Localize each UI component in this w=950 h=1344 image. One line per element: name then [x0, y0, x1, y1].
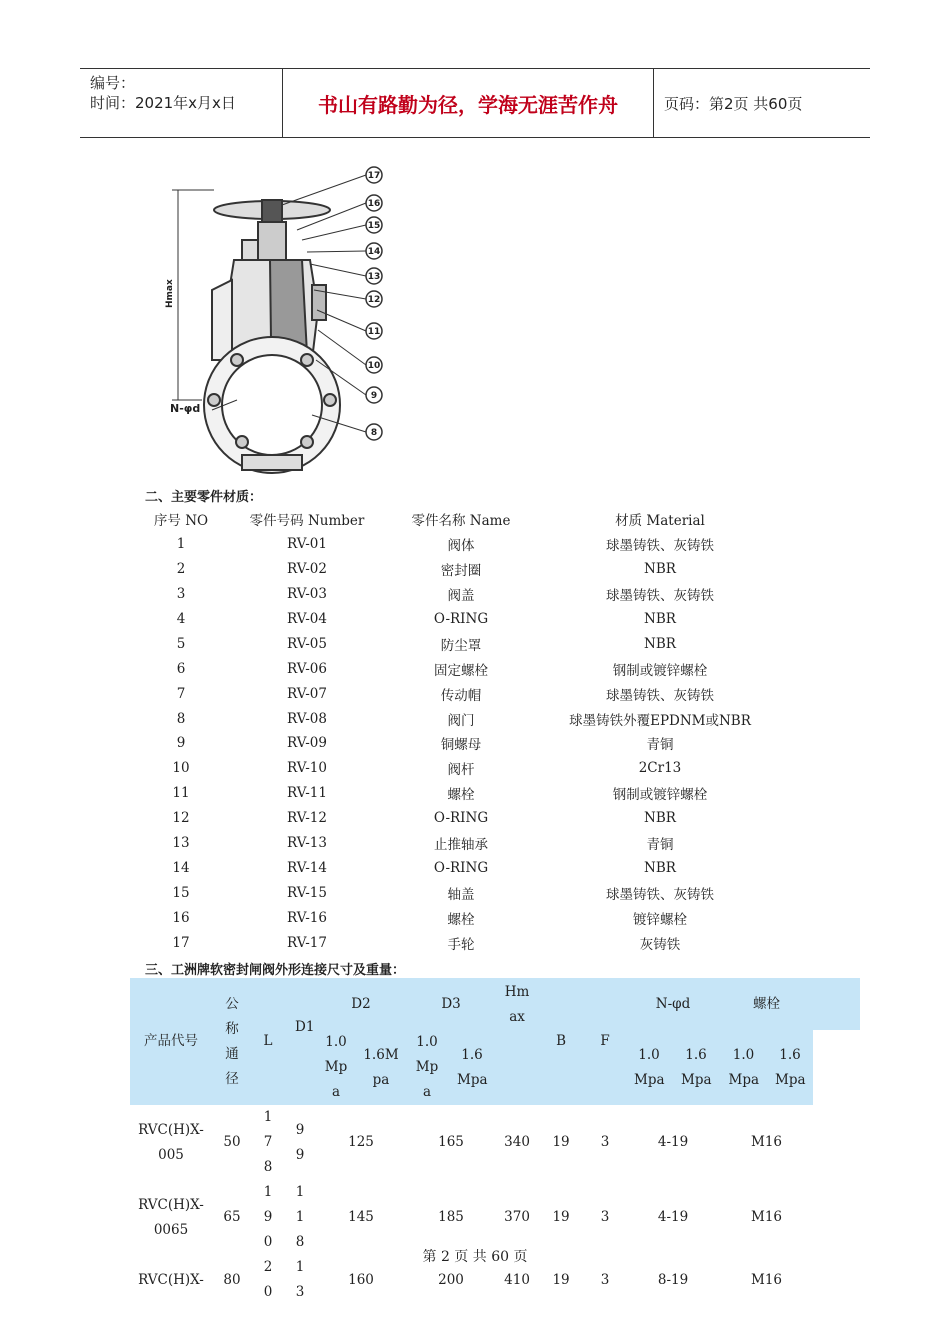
- dims-product: RVC(H)X-: [138, 1271, 204, 1288]
- hdr-b: B: [538, 978, 584, 1105]
- page-footer: 第 2 页 共 60 页: [422, 1249, 528, 1265]
- part-name: O-RING: [433, 611, 489, 627]
- part-no: 12: [172, 810, 190, 827]
- dims-l: 20: [263, 1259, 273, 1300]
- part-number: RV-13: [287, 835, 327, 852]
- callout-number: 14: [367, 247, 381, 257]
- header-left: [80, 69, 282, 137]
- dims-d3: 200: [438, 1271, 464, 1288]
- part-no: 2: [176, 561, 186, 578]
- hdr-d2-16: 1.6Mpa: [356, 1030, 406, 1105]
- dims-d2: 160: [348, 1271, 374, 1288]
- hdr-n-16: 1.6 Mpa: [672, 1030, 720, 1105]
- hdr-d1: D1: [284, 978, 316, 1105]
- dims-d2: 125: [348, 1134, 374, 1150]
- part-number: RV-10: [287, 760, 327, 777]
- part-no: 8: [176, 710, 186, 727]
- part-material: 球墨铸铁外覆EPDNM或NBR: [569, 712, 751, 729]
- bolt-label: N-φd: [170, 402, 201, 415]
- dims-nphid: 4-19: [657, 1209, 689, 1225]
- part-material: 球墨铸铁、灰铸铁: [606, 538, 714, 555]
- callout-number: 12: [367, 295, 381, 305]
- hdr-bolt-16: 1.6 Mpa: [767, 1030, 813, 1105]
- part-no: 14: [172, 859, 190, 876]
- dims-product: RVC(H)X-005: [138, 1121, 204, 1163]
- part-number: RV-08: [287, 710, 327, 727]
- part-number: RV-16: [287, 909, 327, 926]
- valve-diagram: [142, 160, 422, 478]
- callout-leader: [310, 264, 366, 276]
- part-material: NBR: [644, 611, 676, 627]
- header-motto: 书山有路勤为径，学海无涯苦作舟: [282, 69, 654, 137]
- parts-row: [140, 582, 790, 607]
- parts-row: [140, 756, 790, 781]
- callout-leader: [282, 175, 366, 205]
- part-name: O-RING: [433, 859, 489, 876]
- callout-leader: [302, 225, 366, 240]
- section3-title: 三、工洲牌软密封闸阀外形连接尺寸及重量：: [145, 963, 406, 978]
- part-name: 轴盖: [447, 886, 475, 903]
- part-no: 1: [176, 536, 186, 553]
- dims-d3: 185: [438, 1209, 464, 1225]
- part-number: RV-12: [287, 810, 327, 827]
- part-number: RV-07: [287, 685, 327, 702]
- dims-b: 19: [552, 1271, 570, 1288]
- dims-hmax: 340: [504, 1134, 530, 1150]
- col-name: 零件名称 Name: [411, 513, 511, 530]
- col-number: 零件号码 Number: [249, 513, 365, 530]
- dims-d1: 118: [295, 1184, 305, 1250]
- callout-leader: [318, 330, 366, 365]
- part-material: 钢制或镀锌螺栓: [612, 662, 708, 679]
- part-material: NBR: [644, 561, 676, 578]
- part-material: 2Cr13: [638, 760, 682, 777]
- dims-nphid: 8-19: [657, 1271, 689, 1288]
- hdr-d3-16: 1.6 Mpa: [448, 1030, 496, 1105]
- parts-row: [140, 806, 790, 831]
- part-number: RV-03: [287, 586, 327, 603]
- part-name: O-RING: [433, 810, 489, 827]
- parts-header-row: [140, 507, 790, 532]
- hdr-bolt-10: 1.0 Mpa: [720, 1030, 767, 1105]
- part-name: 螺栓: [447, 911, 475, 928]
- dims-d2: 145: [348, 1209, 374, 1225]
- dims-f: 3: [600, 1209, 610, 1225]
- dims-hmax: 410: [504, 1271, 530, 1288]
- part-material: 钢制或镀锌螺栓: [612, 787, 708, 804]
- part-material: 球墨铸铁、灰铸铁: [606, 588, 714, 605]
- part-name: 阀杆: [447, 762, 475, 779]
- header-page-label: 页码：第2页 共60页: [664, 94, 803, 113]
- part-number: RV-06: [287, 660, 327, 677]
- hmax-label: Hmax: [165, 279, 175, 308]
- callout-leader: [307, 251, 366, 252]
- callout-number: 11: [367, 327, 381, 337]
- part-number: RV-04: [287, 611, 327, 627]
- part-no: 15: [172, 884, 190, 901]
- col-no: 序号 NO: [153, 513, 209, 530]
- hdr-d3: D3: [406, 978, 496, 1030]
- dims-bolt: M16: [751, 1134, 783, 1150]
- callout-number: 16: [367, 199, 381, 209]
- part-no: 11: [172, 785, 190, 802]
- hdr-f: F: [584, 978, 626, 1105]
- hdr-d3-10: 1.0Mpa: [406, 1030, 448, 1105]
- part-name: 阀体: [447, 538, 475, 555]
- part-material: 青铜: [646, 737, 674, 754]
- dims-row: [130, 1105, 860, 1180]
- dims-bolt: M16: [751, 1271, 783, 1288]
- part-number: RV-09: [287, 735, 327, 752]
- hdr-hmax: Hmax: [496, 978, 538, 1105]
- parts-row: [140, 731, 790, 756]
- hdr-d2-10: 1.0Mpa: [316, 1030, 356, 1105]
- part-no: 17: [172, 934, 190, 951]
- part-no: 5: [176, 635, 186, 652]
- part-no: 3: [176, 586, 186, 603]
- part-no: 6: [176, 660, 186, 677]
- part-no: 13: [172, 835, 190, 852]
- part-material: NBR: [644, 810, 676, 827]
- parts-row: [140, 930, 790, 955]
- part-number: RV-05: [287, 635, 327, 652]
- parts-row: [140, 656, 790, 681]
- parts-row: [140, 905, 790, 930]
- parts-row: [140, 681, 790, 706]
- part-no: 7: [176, 685, 186, 702]
- dims-l: 190: [263, 1184, 273, 1250]
- dims-dn: 50: [223, 1134, 241, 1150]
- parts-row: [140, 855, 790, 880]
- parts-row: [140, 631, 790, 656]
- part-material: NBR: [644, 635, 676, 652]
- dims-b: 19: [552, 1134, 570, 1150]
- section2-title: 二、主要零件材质：: [145, 490, 263, 505]
- callout-number: 15: [367, 221, 381, 231]
- part-no: 4: [176, 611, 186, 627]
- part-name: 密封圈: [440, 563, 482, 580]
- dims-f: 3: [600, 1271, 610, 1288]
- dims-nphid: 4-19: [657, 1134, 689, 1150]
- part-no: 9: [176, 735, 186, 752]
- part-material: NBR: [644, 859, 676, 876]
- callout-number: 10: [367, 361, 381, 371]
- part-number: RV-15: [287, 884, 327, 901]
- dims-f: 3: [600, 1134, 610, 1150]
- part-material: 灰铸铁: [639, 936, 681, 953]
- part-name: 防尘罩: [440, 637, 482, 654]
- part-name: 阀门: [447, 712, 475, 729]
- number-label: 编号：: [90, 74, 136, 92]
- part-name: 螺栓: [447, 787, 475, 804]
- time-label: 时间：2021年x月x日: [90, 94, 236, 112]
- part-name: 止推轴承: [434, 837, 488, 854]
- dims-row: [130, 1180, 860, 1255]
- hdr-dn: 公称通径: [212, 978, 252, 1105]
- dims-hmax: 370: [504, 1209, 530, 1225]
- hdr-d2: D2: [316, 978, 406, 1030]
- page-header: [80, 68, 870, 138]
- callout-number: 9: [370, 391, 378, 401]
- part-name: 手轮: [447, 936, 475, 953]
- dims-d1: 99: [295, 1121, 305, 1163]
- part-material: 球墨铸铁、灰铸铁: [606, 886, 714, 903]
- part-name: 铜螺母: [440, 737, 482, 754]
- callout-number: 13: [367, 272, 381, 282]
- part-name: 阀盖: [447, 588, 475, 605]
- part-number: RV-02: [287, 561, 327, 578]
- callout-number: 17: [367, 171, 381, 181]
- parts-row: [140, 557, 790, 582]
- dims-b: 19: [552, 1209, 570, 1225]
- hdr-bolt: 螺栓: [720, 978, 813, 1030]
- dims-d1: 13: [295, 1259, 305, 1300]
- parts-row: [140, 831, 790, 856]
- dims-dn: 65: [223, 1209, 241, 1225]
- parts-row: [140, 607, 790, 632]
- parts-material-table: [140, 507, 790, 955]
- parts-row: [140, 706, 790, 731]
- hdr-nphid: N-φd: [626, 978, 720, 1030]
- col-material: 材质 Material: [615, 513, 705, 530]
- part-no: 10: [172, 760, 190, 777]
- parts-row: [140, 781, 790, 806]
- parts-row: [140, 880, 790, 905]
- dims-header-row-1: [130, 978, 860, 1030]
- dims-d3: 165: [438, 1134, 464, 1150]
- callout-number: 8: [370, 428, 378, 438]
- hdr-product: 产品代号: [130, 978, 212, 1105]
- dims-l: 178: [263, 1109, 273, 1175]
- part-number: RV-17: [287, 934, 327, 951]
- part-number: RV-01: [287, 536, 327, 553]
- dims-product: RVC(H)X-0065: [138, 1196, 204, 1238]
- part-number: RV-14: [287, 859, 327, 876]
- parts-row: [140, 532, 790, 557]
- part-material: 镀锌螺栓: [633, 911, 687, 928]
- part-material: 球墨铸铁、灰铸铁: [606, 687, 714, 704]
- part-no: 16: [172, 909, 190, 926]
- hdr-n-10: 1.0 Mpa: [626, 1030, 672, 1105]
- part-name: 固定螺栓: [434, 662, 488, 679]
- hdr-l: L: [252, 978, 284, 1105]
- part-name: 传动帽: [440, 687, 482, 704]
- part-number: RV-11: [287, 785, 327, 802]
- dims-dn: 80: [223, 1271, 241, 1288]
- dims-bolt: M16: [751, 1209, 783, 1225]
- part-material: 青铜: [646, 837, 674, 854]
